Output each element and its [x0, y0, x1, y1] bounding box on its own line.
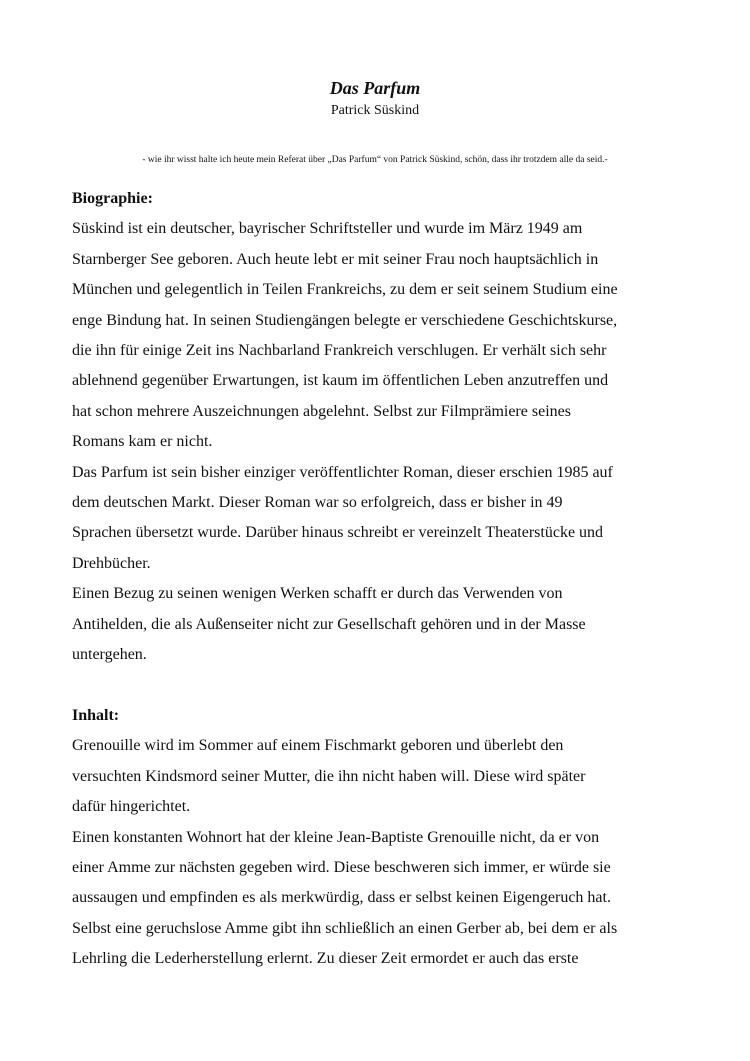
- section-text: [72, 214, 687, 670]
- section-heading: Biographie:: [72, 190, 153, 207]
- section-spacer: [72, 671, 687, 701]
- text-line: Das Parfum ist sein bisher einziger veröffentlichter Roman, dieser erschien 1985 auf: [72, 463, 613, 481]
- section-biographie: [72, 184, 687, 671]
- text-line: Antihelden, die als Außenseiter nicht zur Gesellschaft gehören und in der Masse: [72, 615, 586, 633]
- document-body: [72, 184, 687, 975]
- text-line: Lehrling die Lederherstellung erlernt. Zu dieser Zeit ermordet er auch das erste: [72, 950, 579, 968]
- section-heading: Inhalt:: [72, 706, 120, 724]
- section-text: [72, 731, 687, 974]
- text-line: dem deutschen Markt. Dieser Roman war so erfolgreich, dass er bisher in 49: [72, 494, 563, 512]
- text-line: Einen konstanten Wohnort hat der kleine Jean-Baptiste Grenouille nicht, da er von: [72, 828, 600, 846]
- text-line: versuchten Kindsmord seiner Mutter, die ihn nicht haben will. Diese wird später: [72, 767, 586, 785]
- text-line: die ihn für einige Zeit ins Nachbarland Frankreich verschlugen. Er verhält sich sehr: [72, 342, 607, 360]
- text-line: Einen Bezug zu seinen wenigen Werken schafft er durch das Verwenden von: [72, 585, 563, 603]
- text-line: Selbst eine geruchslose Amme gibt ihn schließlich an einen Gerber ab, bei dem er als: [72, 919, 618, 937]
- text-line: Süskind ist ein deutscher, bayrischer Schriftsteller und wurde im März 1949 am: [72, 220, 583, 238]
- text-line: Romans kam er nicht.: [72, 433, 213, 451]
- text-line: einer Amme zur nächsten gegeben wird. Diese beschweren sich immer, er würde sie: [72, 858, 611, 876]
- intro-note: - wie ihr wisst halte ich heute mein Referat über „Das Parfum“ von Patrick Süskind, schön, dass ihr trotzdem alle da seid.-: [142, 155, 608, 165]
- document-author: Patrick Süskind: [330, 103, 420, 118]
- text-line: ablehnend gegenüber Erwartungen, ist kaum im öffentlichen Leben anzutreffen und: [72, 372, 609, 390]
- text-line: aussaugen und empfinden es als merkwürdig, dass er selbst keinen Eigengeruch hat.: [72, 889, 611, 907]
- text-line: dafür hingerichtet.: [72, 798, 191, 816]
- text-line: Drehbücher.: [72, 554, 151, 572]
- section-inhalt: [72, 701, 687, 975]
- text-line: enge Bindung hat. In seinen Studiengängen belegte er verschiedene Geschichtskurse,: [72, 311, 618, 329]
- text-line: Grenouille wird im Sommer auf einem Fischmarkt geboren und überlebt den: [72, 737, 564, 755]
- document-title: Das Parfum: [329, 78, 421, 98]
- text-line: Sprachen übersetzt wurde. Darüber hinaus schreibt er vereinzelt Theaterstücke und: [72, 524, 604, 542]
- text-line: untergehen.: [72, 646, 147, 664]
- text-line: München und gelegentlich in Teilen Frankreichs, zu dem er seit seinem Studium eine: [72, 281, 618, 299]
- text-line: hat schon mehrere Auszeichnungen abgelehnt. Selbst zur Filmprämiere seines: [72, 402, 571, 420]
- text-line: Starnberger See geboren. Auch heute lebt er mit seiner Frau noch hauptsächlich in: [72, 250, 599, 268]
